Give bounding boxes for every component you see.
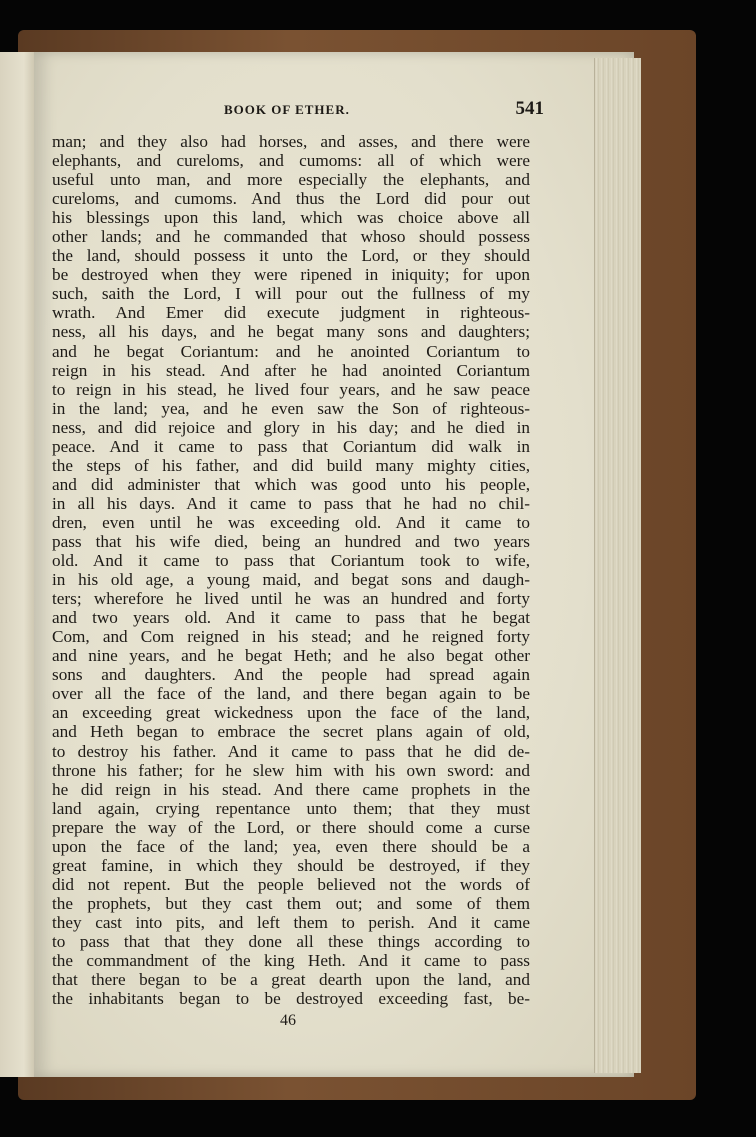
page-block-edge	[594, 58, 641, 1073]
text-line: the steps of his father, and did build many mighty cities,	[52, 455, 530, 475]
text-line: other lands; and he commanded that whoso should possess	[52, 227, 530, 247]
text-line: dren, even until he was exceeding old. And it came to	[52, 512, 530, 532]
running-head: BOOK OF ETHER.	[224, 102, 350, 117]
text-line: throne his father; for he slew him with his own sword: and	[52, 760, 530, 780]
text-line: and Heth began to embrace the secret plans again of old,	[52, 722, 530, 742]
text-line: and did administer that which was good unto his people,	[52, 474, 530, 494]
facing-page-edge	[0, 52, 34, 1077]
text-line: peace. And it came to pass that Coriantum did walk in	[52, 436, 530, 456]
text-line: ters; wherefore he lived until he was an hundred and forty	[52, 589, 530, 609]
text-line: the commandment of the king Heth. And it came to pass	[52, 951, 530, 971]
text-line: over all the face of the land, and there began again to be	[52, 684, 530, 704]
text-line: ness, all his days, and he begat many sons and daughters;	[52, 322, 530, 342]
text-line: to destroy his father. And it came to pass that he did de-	[52, 741, 530, 761]
text-line: the prophets, but they cast them out; and some of them	[52, 893, 530, 913]
text-line: he did reign in his stead. And there came prophets in the	[52, 779, 530, 799]
text-line: the land, should possess it unto the Lord, or they should	[52, 246, 530, 266]
text-line: elephants, and cureloms, and cumoms: all of which were	[52, 151, 530, 171]
text-line: reign in his stead. And after he had anointed Coriantum	[52, 360, 530, 380]
text-line: his blessings upon this land, which was choice above all	[52, 208, 530, 228]
page-number: 541	[515, 98, 544, 119]
text-line: man; and they also had horses, and asses, and there were	[52, 132, 530, 151]
text-line: in the land; yea, and he even saw the Son of righteous-	[52, 398, 530, 418]
text-line: to reign in his stead, he lived four years, and he saw peace	[52, 379, 530, 399]
text-line: and two years old. And it came to pass that he begat	[52, 608, 530, 628]
text-line: to pass that that they done all these things according to	[52, 931, 530, 951]
text-line: pass that his wife died, being an hundred and two years	[52, 531, 530, 551]
text-line: in all his days. And it came to pass that he had no chil-	[52, 493, 530, 513]
text-line: such, saith the Lord, I will pour out the fullness of my	[52, 284, 530, 304]
text-line: did not repent. But the people believed not the words of	[52, 874, 530, 894]
body-text	[52, 132, 530, 1008]
text-line: and nine years, and he begat Heth; and he also begat other	[52, 646, 530, 666]
page-header	[34, 98, 544, 124]
text-line: sons and daughters. And the people had spread again	[52, 665, 530, 685]
text-line: cureloms, and cumoms. And thus the Lord did pour out	[52, 189, 530, 209]
text-line: be destroyed when they were ripened in iniquity; for upon	[52, 265, 530, 285]
text-line: they cast into pits, and left them to perish. And it came	[52, 912, 530, 932]
text-line: and he begat Coriantum: and he anointed Coriantum to	[52, 341, 530, 361]
text-line: Com, and Com reigned in his stead; and he reigned forty	[52, 627, 530, 647]
text-line: upon the face of the land; yea, even there should be a	[52, 836, 530, 856]
text-line: land again, crying repentance unto them; that they must	[52, 798, 530, 818]
text-line: wrath. And Emer did execute judgment in righteous-	[52, 303, 530, 323]
text-line: prepare the way of the Lord, or there should come a curse	[52, 817, 530, 837]
text-line: great famine, in which they should be destroyed, if they	[52, 855, 530, 875]
text-line: the inhabitants began to be destroyed exceeding fast, be-	[52, 989, 530, 1009]
text-line: an exceeding great wickedness upon the face of the land,	[52, 703, 530, 723]
text-line: in his old age, a young maid, and begat sons and daugh-	[52, 570, 530, 590]
text-line: that there began to be a great dearth upon the land, and	[52, 970, 530, 990]
text-line: ness, and did rejoice and glory in his day; and he died in	[52, 417, 530, 437]
text-line: useful unto man, and more especially the elephants, and	[52, 170, 530, 190]
signature-mark: 46	[280, 1012, 296, 1029]
text-line: old. And it came to pass that Coriantum took to wife,	[52, 551, 530, 571]
